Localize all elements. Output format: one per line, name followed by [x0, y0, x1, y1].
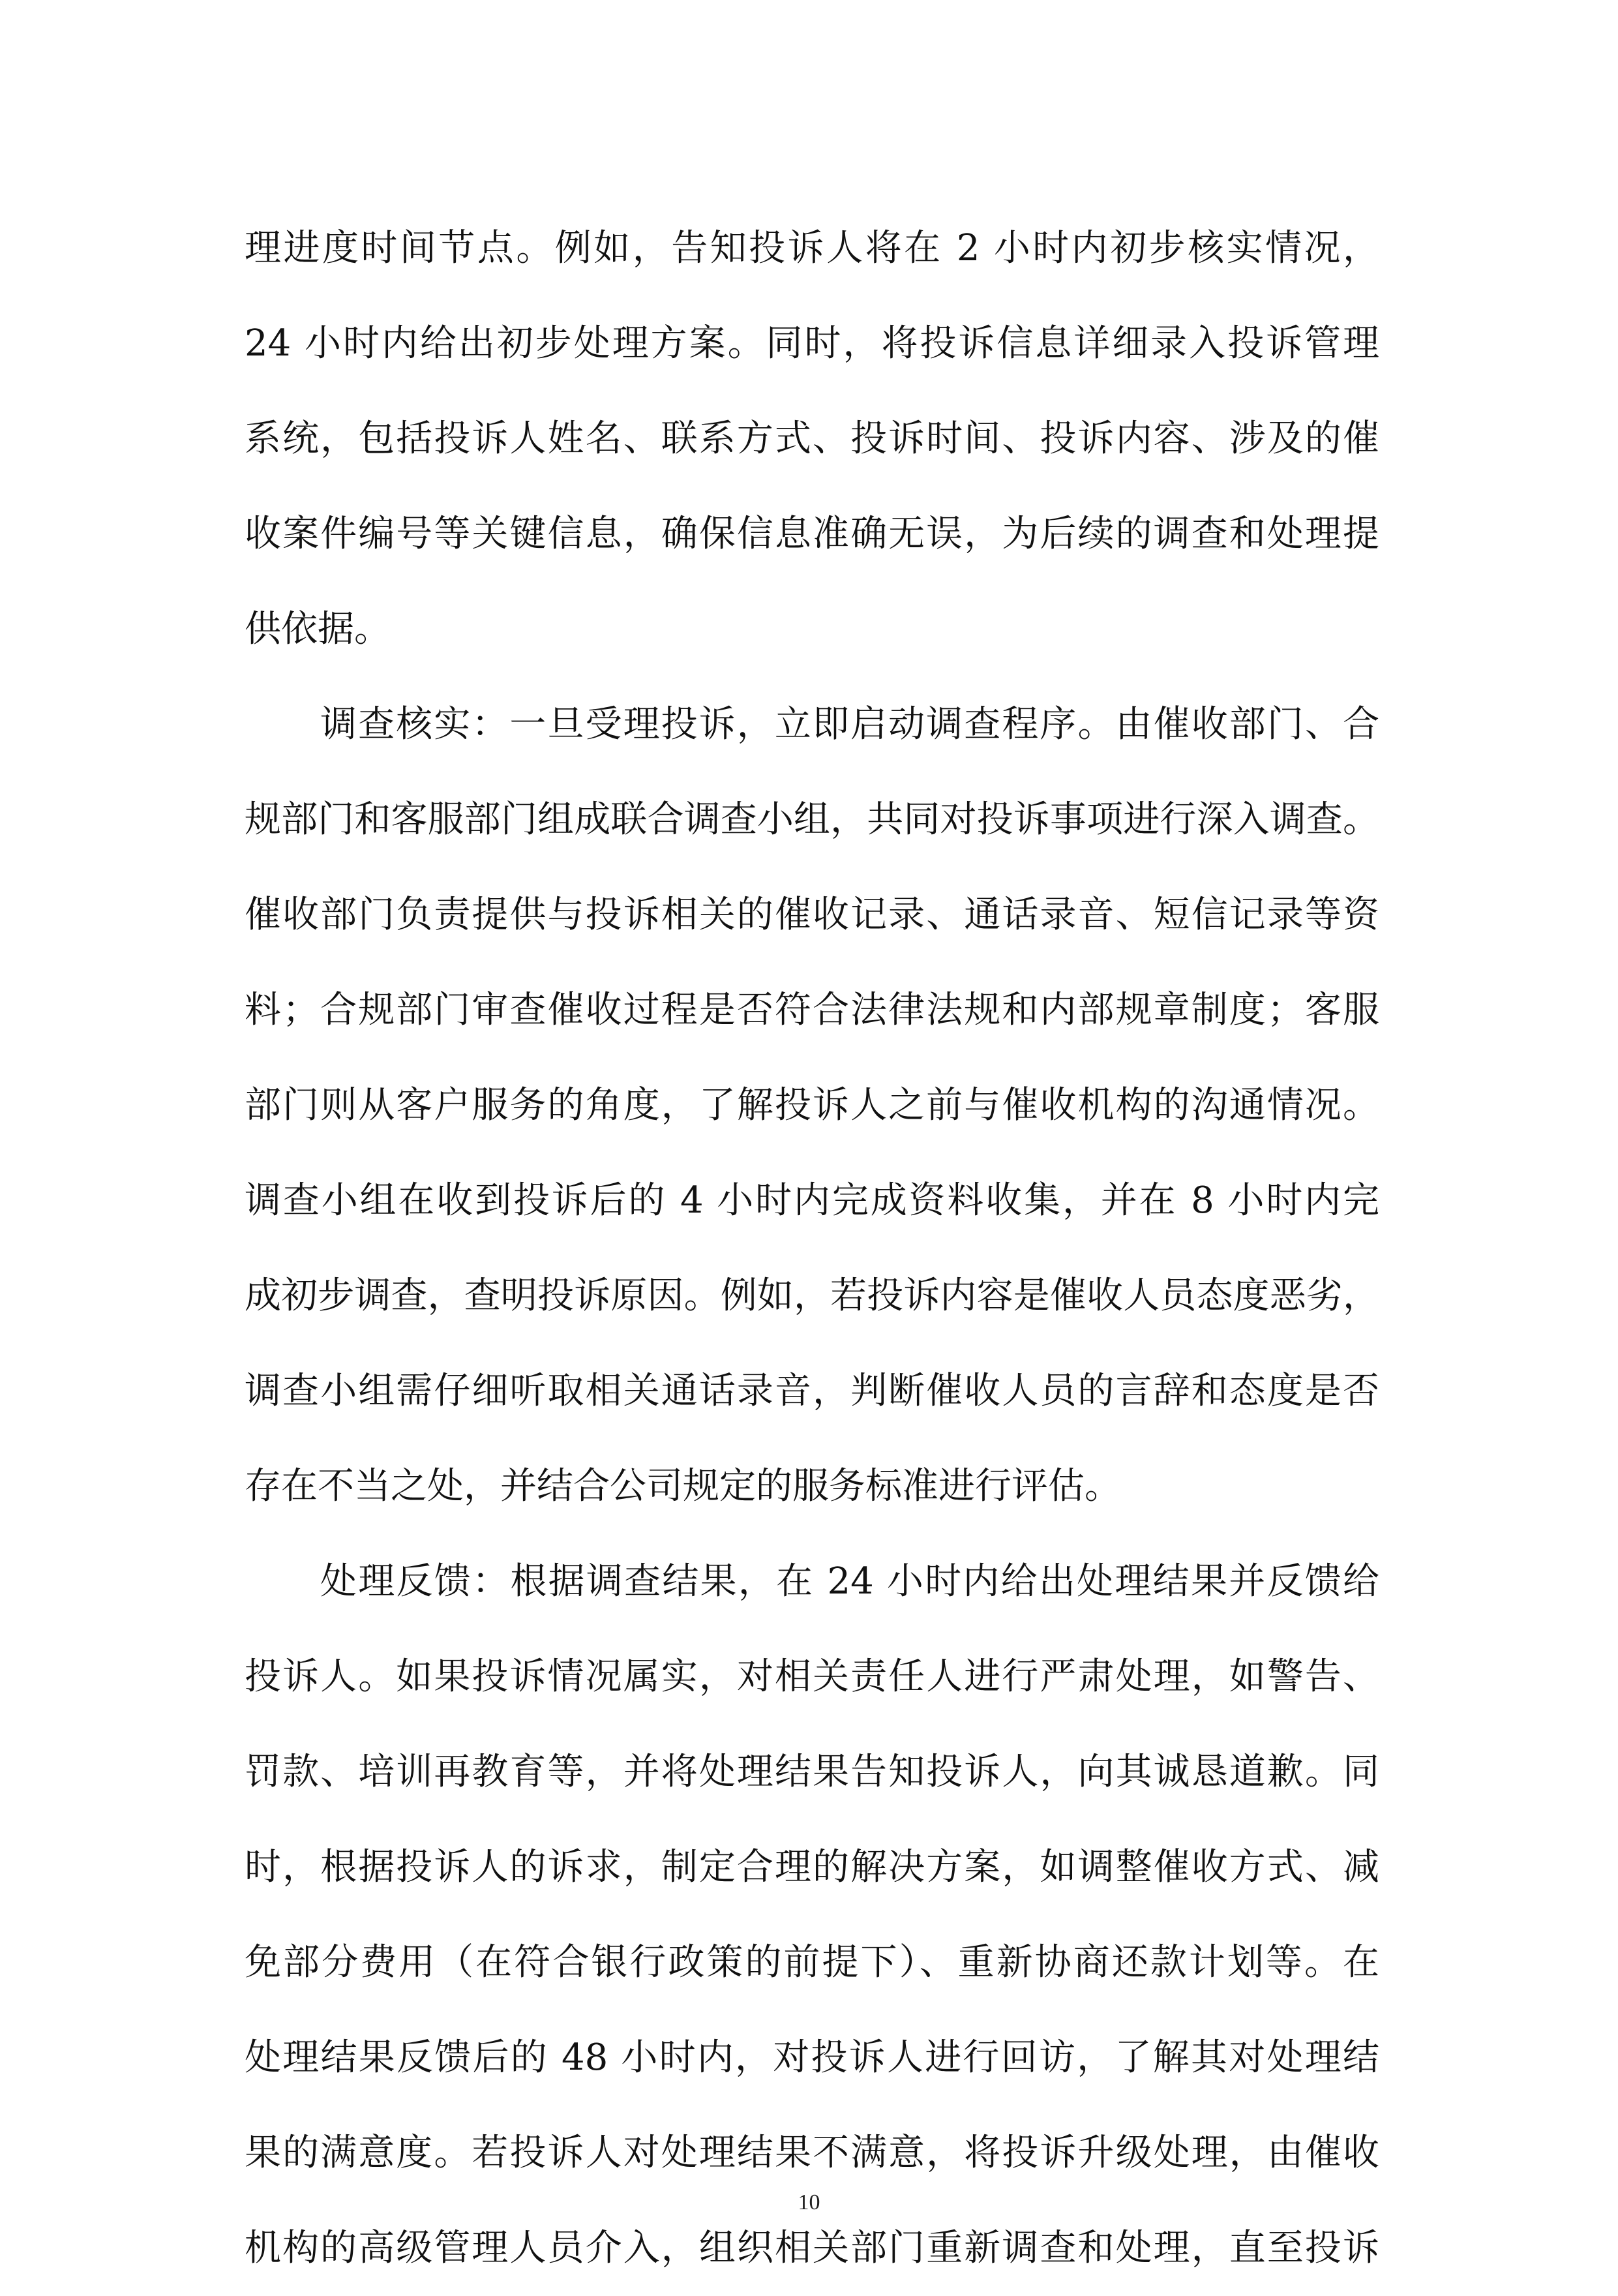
body-text: [245, 201, 1379, 2296]
text-line: 时，根据投诉人的诉求，制定合理的解决方案，如调整催收方式、减: [245, 1846, 1379, 1888]
paragraph-start-line: 调查核实：一旦受理投诉，立即启动调查程序。由催收部门、合: [320, 703, 1379, 746]
text-line: 系统，包括投诉人姓名、联系方式、投诉时间、投诉内容、涉及的催: [245, 417, 1379, 460]
text-line: 投诉人。如果投诉情况属实，对相关责任人进行严肃处理，如警告、: [245, 1655, 1379, 1698]
text-line: 规部门和客服部门组成联合调查小组，共同对投诉事项进行深入调查。: [245, 798, 1379, 841]
text-line: 免部分费用（在符合银行政策的前提下）、重新协商还款计划等。在: [245, 1941, 1379, 1984]
paragraph-start-line: 处理反馈：根据调查结果，在 24 小时内给出处理结果并反馈给: [320, 1560, 1379, 1603]
page-number: 10: [798, 2190, 820, 2214]
text-line: 处理结果反馈后的 48 小时内，对投诉人进行回访，了解其对处理结: [245, 2036, 1379, 2079]
text-line: 罚款、培训再教育等，并将处理结果告知投诉人，向其诚恳道歉。同: [245, 1751, 1379, 1793]
text-line: 催收部门负责提供与投诉相关的催收记录、通话录音、短信记录等资: [245, 894, 1379, 936]
text-line: 果的满意度。若投诉人对处理结果不满意，将投诉升级处理，由催收: [245, 2132, 1379, 2174]
text-line: 机构的高级管理人员介入，组织相关部门重新调查和处理，直至投诉: [245, 2227, 1379, 2269]
text-line: 存在不当之处，并结合公司规定的服务标准进行评估。: [245, 1465, 1121, 1507]
text-line: 调查小组需仔细听取相关通话录音，判断催收人员的言辞和态度是否: [245, 1370, 1379, 1412]
text-line: 调查小组在收到投诉后的 4 小时内完成资料收集，并在 8 小时内完: [245, 1179, 1379, 1222]
text-line: 供依据。: [245, 608, 391, 650]
text-line: 成初步调查，查明投诉原因。例如，若投诉内容是催收人员态度恶劣，: [245, 1275, 1379, 1317]
text-line: 料；合规部门审查催收过程是否符合法律法规和内部规章制度；客服: [245, 989, 1379, 1031]
text-line: 24 小时内给出初步处理方案。同时，将投诉信息详细录入投诉管理: [245, 322, 1379, 365]
text-line: 部门则从客户服务的角度，了解投诉人之前与催收机构的沟通情况。: [245, 1084, 1379, 1126]
text-line: 收案件编号等关键信息，确保信息准确无误，为后续的调查和处理提: [245, 513, 1379, 555]
text-line: 理进度时间节点。例如，告知投诉人将在 2 小时内初步核实情况，: [245, 227, 1379, 269]
